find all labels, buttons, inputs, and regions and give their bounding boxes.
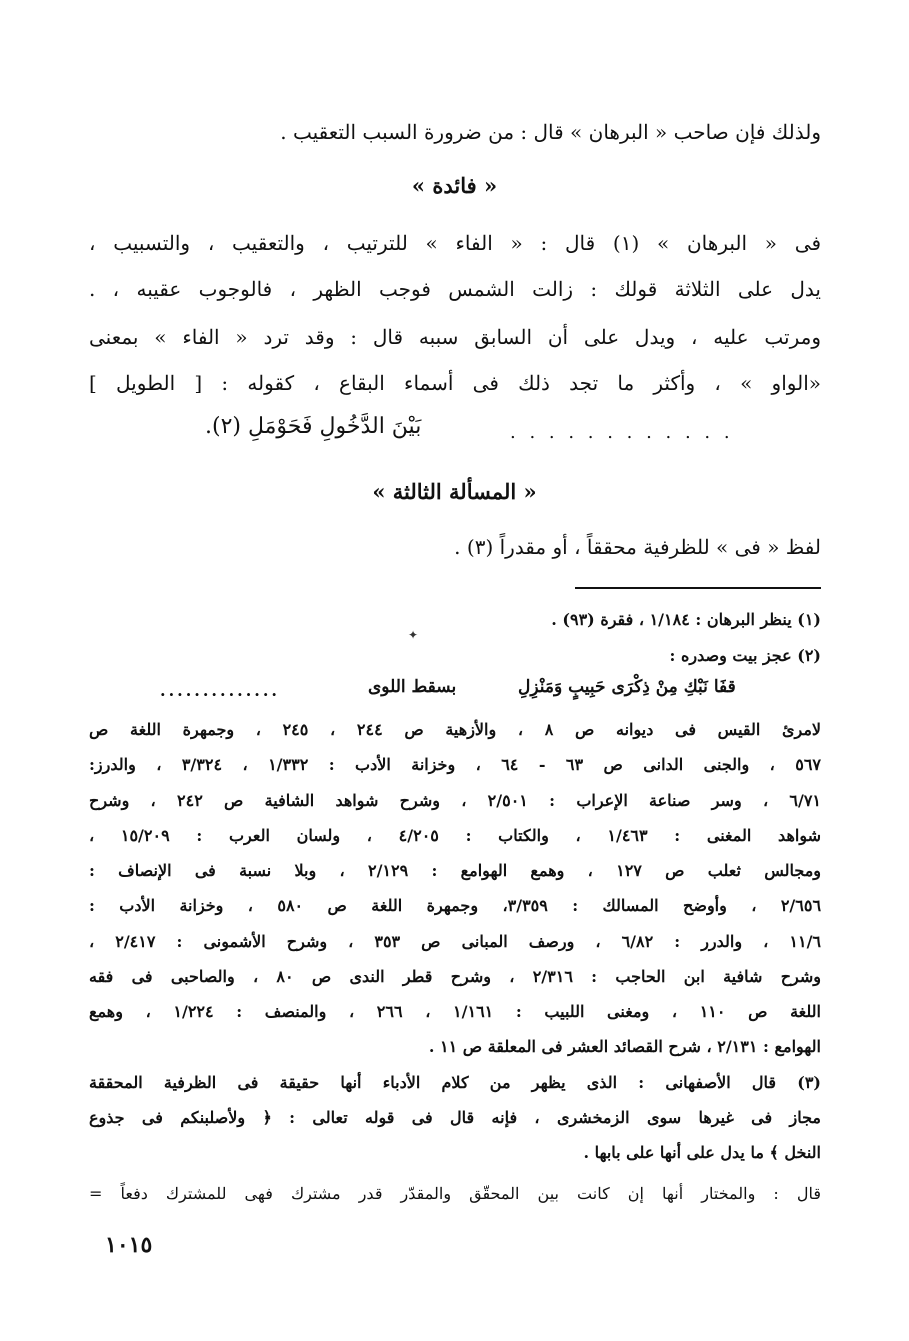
heading-faida: « فائدة » [411,173,498,198]
body-line-5: «الواو » ، وأكثر ما تجد ذلك فى أسماء البقاع ، كقوله : [ الطويل ] [89,371,821,395]
body-line-6: لفظ « فى » للظرفية محققاً ، أو مقدراً (٣) . [454,535,821,559]
footnote-separator [575,587,821,589]
body-line-3: يدل على الثلاثة قولك : زالت الشمس فوجب الظهر ، فالوجوب عقيبه ، . [89,277,821,301]
footnote-2-line: الهوامع : ٢/١٣١ ، شرح القصائد العشر فى المعلقة ص ١١ . [428,1037,821,1056]
footnote-continuation: قال : والمختار أنها إن كانت بين المحقّق والمقدّر قدر مشترك فهى للمشترك دفعاً = [89,1184,821,1203]
footnote-2-line: وشرح شافية ابن الحاجب : ٢/٣١٦ ، وشرح قطر الندى ص ٨٠ ، والصاحبى فى فقه [89,967,821,986]
footnote-2-line: لامرئ القيس فى ديوانه ص ٨ ، والأزهية ص ٢٤٤ ، ٢٤٥ ، وجمهرة اللغة ص [89,720,821,739]
footnote-2-line: ١١/٦ ، والدرر : ٦/٨٢ ، ورصف المبانى ص ٣٥٣ ، وشرح الأشمونى : ٢/٤١٧ ، [89,932,821,951]
verse-ellipsis: . . . . . . . . . . . . [510,422,734,443]
footnote-2-line: اللغة ص ١١٠ ، ومغنى اللبيب : ١/١٦١ ، ٢٦٦ ، والمنصف : ١/٢٢٤ ، وهمع [89,1002,821,1021]
footnote-2-head: (٢) عجز بيت وصدره : [669,646,821,665]
page-number: ١٠١٥ [105,1232,153,1258]
footnote-verse-second: بسقط اللوى [368,677,457,697]
footnote-3-line: مجاز فى غيرها سوى الزمخشرى ، فإنه قال فى قوله تعالى : ﴿ ولأصلبنكم فى جذوع [89,1108,821,1127]
verse-line: بَيْنَ الدَّخُولِ فَحَوْمَلِ (٢). [205,414,422,439]
footnote-3-line: (٣) قال الأصفهانى : الذى يظهر من كلام الأدباء أنها حقيقة فى الظرفية المحققة [89,1073,821,1092]
footnote-3-line: النخل ﴾ ما يدل على أنها على بابها . [583,1143,821,1162]
heading-third-issue: « المسألة الثالثة » [372,479,537,504]
body-line-4: ومرتب عليه ، ويدل على أن السابق سببه قال : وقد ترد « الفاء » بمعنى [89,325,821,349]
footnote-2-line: شواهد المغنى : ١/٤٦٣ ، والكتاب : ٤/٢٠٥ ، ولسان العرب : ١٥/٢٠٩ ، [89,826,821,845]
body-line-2: فى « البرهان » (١) قال : « الفاء » للترتيب ، والتعقيب ، والتسبيب ، [89,231,821,255]
footnote-2-line: ومجالس ثعلب ص ١٢٧ ، وهمع الهوامع : ٢/١٢٩ ، وبلا نسبة فى الإنصاف : [89,861,821,880]
footnote-2-line: ٢/٦٥٦ ، وأوضح المسالك : ٣/٣٥٩، وجمهرة اللغة ص ٥٨٠ ، وخزانة الأدب : [89,896,821,915]
footnote-2-line: ٦/٧١ ، وسر صناعة الإعراب : ٢/٥٠١ ، وشرح شواهد الشافية ص ٢٤٢ ، وشرح [89,791,821,810]
scan-speck: ✦ [408,628,419,642]
footnote-verse-first: قفَا نَبْكِ مِنْ ذِكْرَى حَبِيبٍ وَمَنْزِلِ [518,677,736,697]
body-line-1: ولذلك فإن صاحب « البرهان » قال : من ضرورة السبب التعقيب . [280,120,821,144]
footnote-2-line: ٥٦٧ ، والجنى الدانى ص ٦٣ - ٦٤ ، وخزانة الأدب : ١/٣٣٢ ، ٣/٣٢٤ ، والدرز: [89,755,821,774]
footnote-verse-ellipsis: .............. [160,681,280,700]
footnote-1: (١) ينظر البرهان : ١/١٨٤ ، فقرة (٩٣) . [551,610,821,629]
